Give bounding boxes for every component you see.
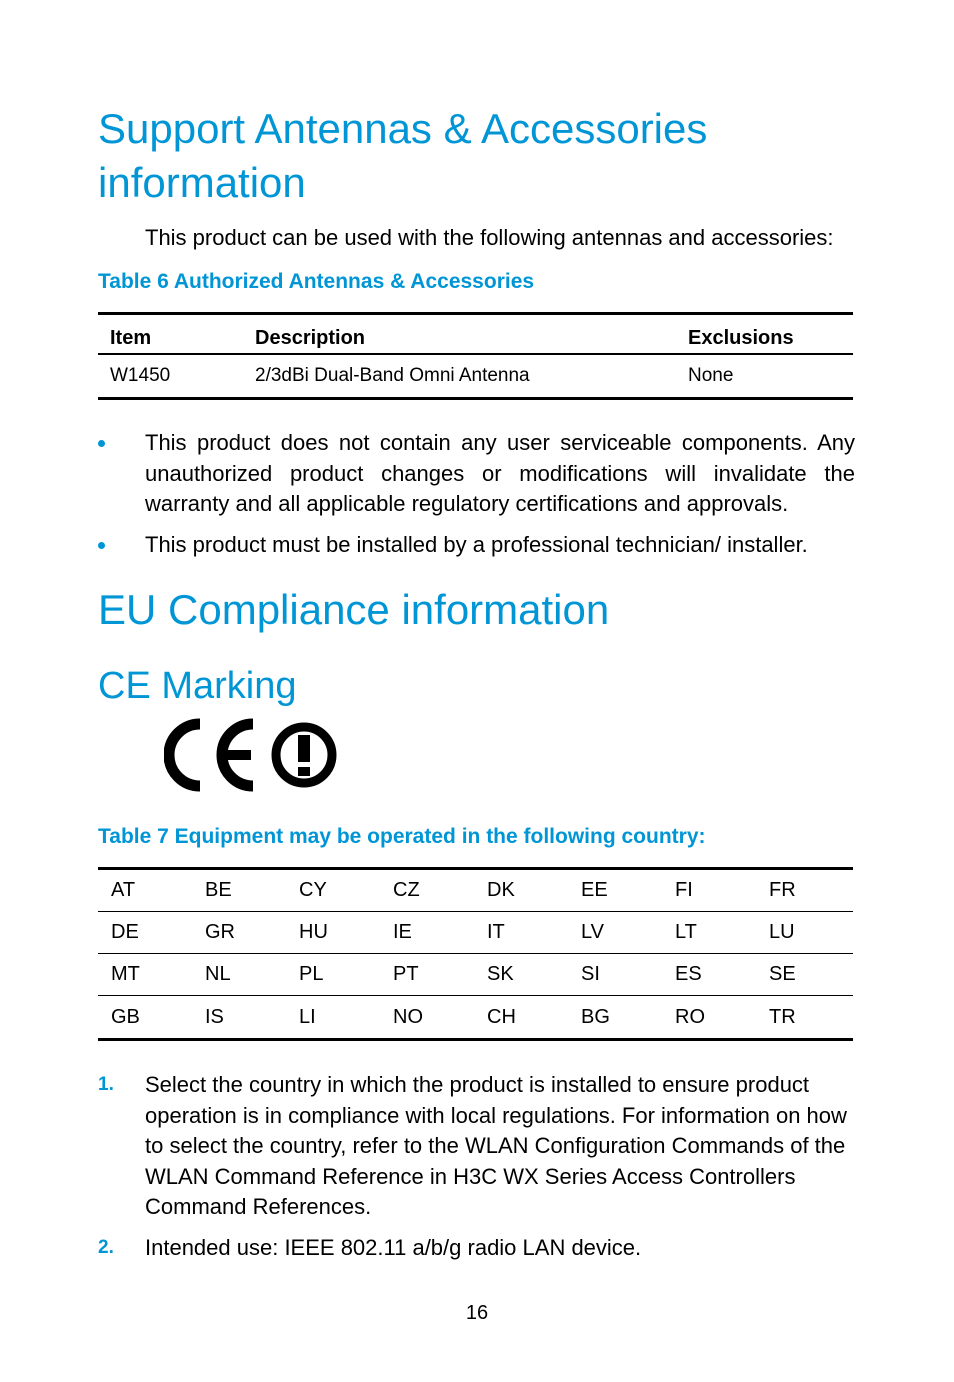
country-cell: FR [769, 879, 796, 901]
table6-caption: Table 6 Authorized Antennas & Accessories [98, 270, 535, 293]
country-cell: GR [205, 921, 235, 943]
country-cell: BG [581, 1005, 610, 1028]
list-text: Intended use: IEEE 802.11 a/b/g radio LAN device. [145, 1234, 642, 1260]
table-row [98, 870, 853, 912]
antennas-table [98, 312, 853, 400]
country-cell: TR [769, 1005, 796, 1028]
country-cell: CH [487, 1005, 516, 1028]
ce-mark-icon [164, 718, 344, 792]
list-item [98, 428, 855, 520]
section-heading-antennas: Support Antennas & Accessories information [98, 105, 708, 206]
country-cell: AT [111, 879, 136, 901]
country-cell: ES [675, 963, 702, 985]
cell-exclusions: None [688, 365, 734, 386]
country-cell: PT [393, 963, 419, 985]
country-cell: IE [393, 921, 412, 943]
country-cell: LV [581, 921, 604, 943]
header-item: Item [110, 327, 152, 349]
bullet-text: This product must be installed by a professional technician/ installer. [145, 531, 808, 557]
list-number: 1. [98, 1074, 114, 1095]
bullet-icon [98, 542, 105, 549]
table7-caption: Table 7 Equipment may be operated in the following country: [98, 825, 706, 848]
country-cell: NL [205, 963, 231, 985]
section-heading-eu: EU Compliance information [98, 586, 610, 633]
country-cell: IS [205, 1005, 224, 1028]
country-cell: IT [487, 921, 505, 943]
table-row [98, 996, 853, 1038]
ce-marking [164, 718, 344, 797]
country-cell: EE [581, 879, 608, 901]
country-cell: DK [487, 879, 515, 901]
table-row [98, 954, 853, 996]
list-number: 2. [98, 1236, 114, 1258]
instructions-list [98, 1070, 868, 1273]
country-cell: CY [299, 879, 327, 901]
alert-mark-icon [276, 727, 332, 783]
country-cell: NO [393, 1005, 423, 1028]
country-cell: SK [487, 963, 514, 985]
countries-table [98, 867, 853, 1041]
country-cell: SI [581, 963, 600, 985]
country-cell: DE [111, 921, 139, 943]
country-cell: MT [111, 963, 140, 985]
list-item [98, 1233, 868, 1264]
list-item [98, 1070, 868, 1223]
cell-description: 2/3dBi Dual-Band Omni Antenna [255, 365, 530, 386]
intro-paragraph: This product can be used with the following antennas and accessories: [145, 225, 834, 250]
cell-item: W1450 [110, 365, 171, 386]
country-cell: LU [769, 921, 795, 943]
country-cell: FI [675, 879, 693, 901]
table-header-row [98, 315, 853, 355]
table-row [98, 912, 853, 954]
bullet-icon [98, 440, 105, 447]
country-cell: SE [769, 963, 796, 985]
notes-list [98, 428, 855, 570]
country-cell: GB [111, 1005, 140, 1028]
table-row [98, 355, 853, 397]
country-cell: PL [299, 963, 324, 985]
bullet-text: This product does not contain any user serviceable components. Any unauthorized product changes or modifications will invalidate the warranty and all applicable regulatory certifications and approvals. [145, 430, 855, 516]
page-number: 16 [465, 1302, 489, 1324]
subsection-heading-ce: CE Marking [98, 665, 297, 707]
country-cell: LI [299, 1005, 316, 1028]
list-text: Select the country in which the product is installed to ensure product operation is in compliance with local regulations. For information on how to select the country, refer to the WLAN Configuration Commands of the WLAN Command Reference in H3C WX Series Access Controllers Command References. [145, 1072, 847, 1219]
country-cell: RO [675, 1005, 705, 1028]
header-exclusions: Exclusions [688, 327, 794, 349]
country-cell: HU [299, 921, 328, 943]
country-cell: BE [205, 879, 232, 901]
header-description: Description [255, 327, 366, 349]
country-cell: LT [675, 921, 697, 943]
list-item [98, 530, 855, 561]
country-cell: CZ [393, 879, 420, 901]
